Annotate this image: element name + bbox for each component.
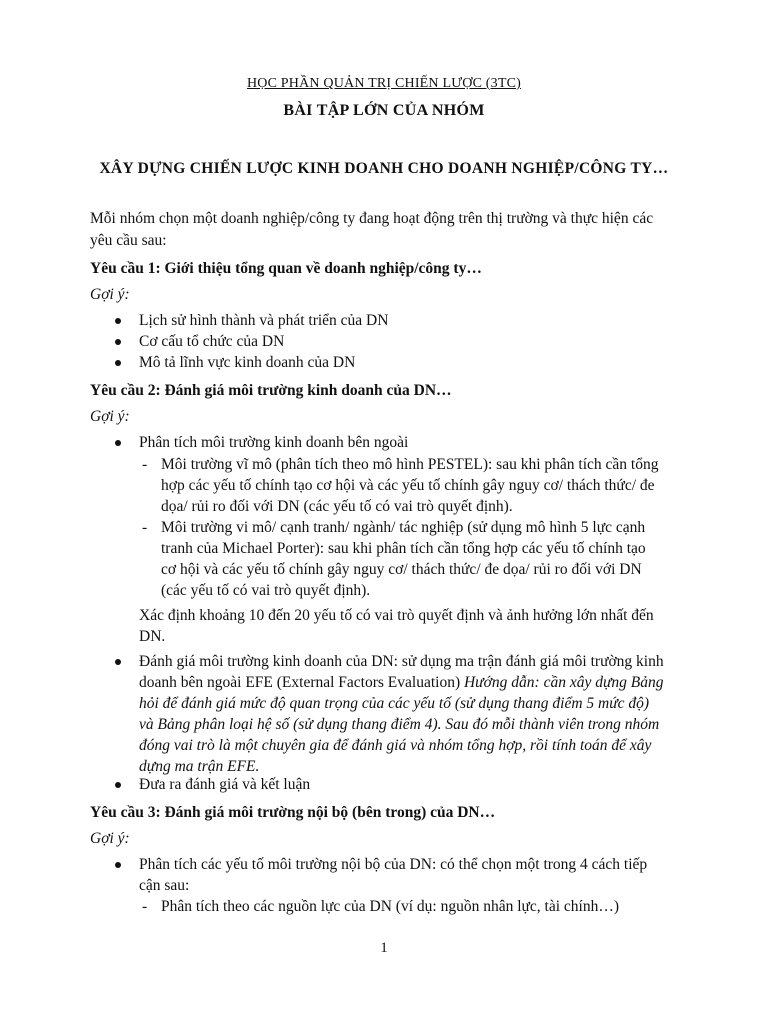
req2-note-line-2: DN. [139, 628, 166, 645]
bullet-icon [115, 862, 121, 868]
document-title: BÀI TẬP LỚN CỦA NHÓM [283, 102, 485, 119]
req2-sub2-line-2: tranh của Michael Porter): sau khi phân tích cần tổng hợp các yếu tố chính tạo [161, 540, 646, 557]
req2-sub2-line-1: Môi trường vi mô/ cạnh tranh/ ngành/ tác nghiệp (sử dụng mô hình 5 lực cạnh [161, 519, 646, 536]
req1-bullet-2: Cơ cấu tổ chức của DN [139, 333, 285, 350]
bullet-icon [115, 318, 121, 324]
req2-sub2-line-3: cơ hội và các yếu tố chính gây nguy cơ/ thách thức/ đe dọa/ rủi ro đối với DN [161, 561, 642, 578]
req2-bullet-2-line-5: đóng vai trò là một chuyên gia để đánh giá và nhóm tổng hợp, rồi tính toán để xây [139, 737, 652, 754]
intro-line-1: Mỗi nhóm chọn một doanh nghiệp/công ty đang hoạt động trên thị trường và thực hiện các [90, 210, 654, 227]
bullet-icon [115, 782, 121, 788]
req3-sub-1: Phân tích theo các nguồn lực của DN (ví dụ: nguồn nhân lực, tài chính…) [161, 898, 620, 915]
req2-bullet-2-line-1: Đánh giá môi trường kinh doanh của DN: sử dụng ma trận đánh giá môi trường kinh [139, 653, 664, 670]
req2-sub1-line-2: hợp các yếu tố chính tạo cơ hội và các yếu tố chính gây nguy cơ/ thách thức/ đe [161, 477, 655, 494]
req1-heading: Yêu cầu 1: Giới thiệu tổng quan về doanh nghiệp/công ty… [90, 260, 482, 277]
dash-marker: - [142, 519, 148, 536]
course-title: HỌC PHẦN QUẢN TRỊ CHIẾN LƯỢC (3TC) [246, 76, 522, 91]
req2-sub1-line-3: dọa/ rủi ro đối với DN (các yếu tố có vai trò quyết định). [161, 498, 513, 515]
req2-bullet-2-line-2 [139, 672, 664, 694]
req1-hint: Gợi ý: [90, 286, 130, 303]
page-number: 1 [380, 940, 388, 956]
req1-bullet-3: Mô tả lĩnh vực kinh doanh của DN [139, 354, 356, 371]
dash-marker: - [142, 898, 148, 915]
req2-hint: Gợi ý: [90, 408, 130, 425]
topic-title: XÂY DỰNG CHIẾN LƯỢC KINH DOANH CHO DOANH NGHIỆP/CÔNG TY… [99, 160, 669, 177]
req2-bullet-2-line-3: hỏi để đánh giá mức độ quan trọng của các yếu tố (sử dụng thang điểm 5 mức độ) [139, 695, 650, 712]
req3-hint: Gợi ý: [90, 830, 130, 847]
req2-bullet-3: Đưa ra đánh giá và kết luận [139, 776, 311, 793]
req1-bullet-1: Lịch sử hình thành và phát triển của DN [139, 312, 389, 329]
req2-bullet-2-guide-text: Hướng dẫn: cần xây dựng Bảng [463, 674, 664, 691]
req2-sub2-line-4: (các yếu tố có vai trò quyết định). [161, 582, 371, 599]
req2-bullet-2-line-4: và Bảng phân loại hệ số (sử dụng thang điểm 4). Sau đó mỗi thành viên trong nhóm [139, 716, 660, 733]
intro-line-2: yêu cầu sau: [90, 232, 167, 249]
bullet-icon [115, 659, 121, 665]
req2-bullet-1: Phân tích môi trường kinh doanh bên ngoài [139, 434, 409, 451]
bullet-icon [115, 339, 121, 345]
bullet-icon [115, 440, 121, 446]
req3-heading: Yêu cầu 3: Đánh giá môi trường nội bộ (bên trong) của DN… [90, 804, 496, 821]
req2-bullet-2-line-6: dựng ma trận EFE. [139, 758, 260, 775]
dash-marker: - [142, 456, 148, 473]
req2-bullet-2-normal-text: doanh bên ngoài EFE (External Factors Evaluation) [139, 674, 464, 691]
req3-bullet-1-line-1: Phân tích các yếu tố môi trường nội bộ của DN: có thể chọn một trong 4 cách tiếp [139, 856, 648, 873]
req2-heading: Yêu cầu 2: Đánh giá môi trường kinh doanh của DN… [90, 382, 452, 399]
req2-sub1-line-1: Môi trường vĩ mô (phân tích theo mô hình PESTEL): sau khi phân tích cần tổng [161, 456, 659, 473]
req3-bullet-1-line-2: cận sau: [139, 877, 190, 894]
bullet-icon [115, 360, 121, 366]
req2-note-line-1: Xác định khoảng 10 đến 20 yếu tố có vai trò quyết định và ảnh hưởng lớn nhất đến [139, 607, 654, 624]
